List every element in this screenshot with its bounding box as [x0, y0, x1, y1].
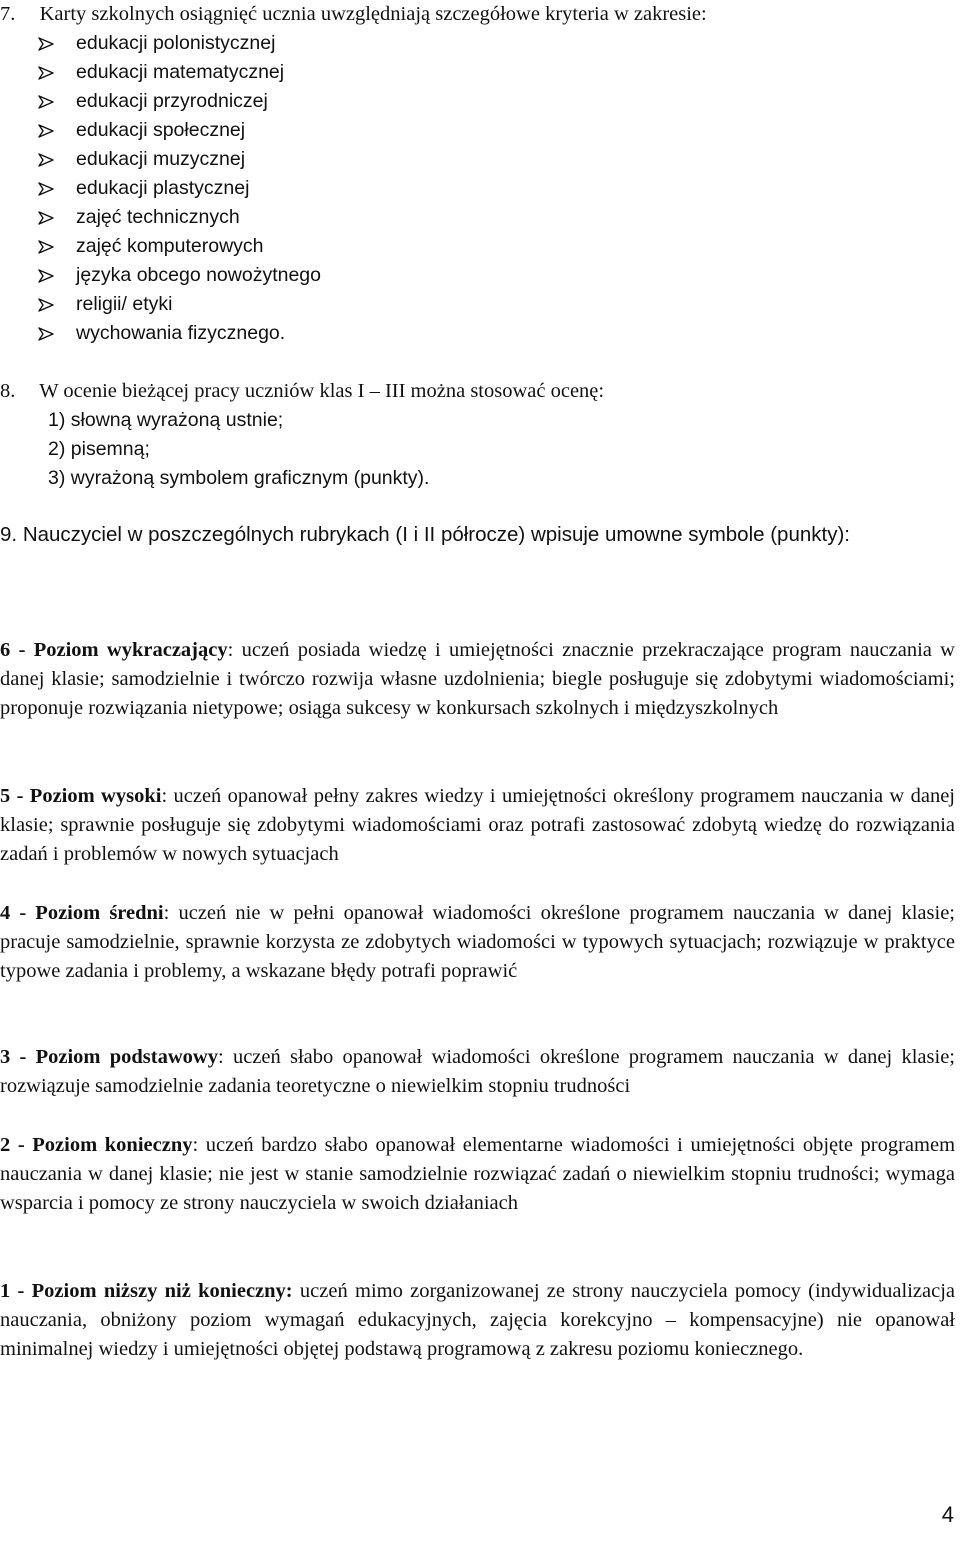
arrowhead-bullet-icon — [38, 240, 54, 254]
level-2-paragraph — [0, 1131, 955, 1218]
list-item — [48, 406, 429, 435]
level-3-paragraph — [0, 1043, 955, 1101]
list-item — [36, 29, 321, 58]
level-separator: : — [217, 1046, 233, 1068]
arrowhead-bullet-icon — [38, 327, 54, 341]
arrowhead-bullet-icon — [38, 37, 54, 51]
level-label: 1 - Poziom niższy niż konieczny: — [0, 1280, 293, 1302]
arrowhead-bullet-icon — [38, 153, 54, 167]
list-item — [36, 174, 321, 203]
list-item — [36, 58, 321, 87]
arrowhead-bullet-icon — [38, 211, 54, 225]
level-description: uczeń posiada wiedzę i umiejętności znacznie przekraczające program nauczania w danej klasie; samodzielnie i twórczo rozwija własne uzdolnienia; biegle posługuje się zdobytymi wiadomościami; proponuje rozwiązania nietypowe; osiąga sukcesy w konkursach szkolnych i międzyszkolnych — [0, 639, 955, 719]
list-item-number: 1) — [48, 409, 66, 431]
list-item — [48, 464, 429, 493]
level-separator: : — [161, 785, 174, 807]
item-9-number: 9. — [0, 523, 18, 546]
list-item-number: 2) — [48, 438, 66, 460]
level-description: uczeń opanował pełny zakres wiedzy i umiejętności określony programem nauczania w danej klasie; sprawnie posługuje się zdobytymi wiadomościami oraz potrafi zastosować zdobytą wiedzę do rozwiązania zadań i problemów w nowych sytuacjach — [0, 785, 955, 865]
level-description: uczeń słabo opanował wiadomości określone programem nauczania w danej klasie; rozwiązuje samodzielnie zadania teoretyczne o niewielkim stopniu trudności — [0, 1046, 955, 1097]
item-8-heading — [0, 377, 604, 406]
level-4-paragraph — [0, 899, 955, 986]
level-5-paragraph — [0, 782, 955, 869]
list-item — [36, 290, 321, 319]
level-label: 2 - Poziom konieczny — [0, 1134, 193, 1156]
list-item-text: edukacji matematycznej — [76, 61, 285, 83]
list-item-text: zajęć technicznych — [76, 206, 240, 228]
list-item — [36, 145, 321, 174]
list-item-text: edukacji polonistycznej — [76, 32, 276, 54]
level-label: 6 - Poziom wykraczający — [0, 639, 228, 661]
page-number: 4 — [941, 1502, 954, 1527]
list-item — [36, 87, 321, 116]
list-item — [36, 203, 321, 232]
item-7-number: 7. — [0, 3, 16, 25]
arrowhead-bullet-icon — [38, 95, 54, 109]
list-item-text: wyrażoną symbolem graficznym (punkty). — [70, 467, 430, 489]
level-separator: : — [227, 639, 242, 661]
item-7-text: Karty szkolnych osiągnięć ucznia uwzględniają szczegółowe kryteria w zakresie: — [39, 3, 707, 25]
level-description: uczeń mimo zorganizowanej ze strony nauczyciela pomocy (indywidualizacja nauczania, obniżony poziom wymagań edukacyjnych, zajęcia korekcyjno – kompensacyjne) nie opanował minimalnej wiedzy i umiejętności objętej podstawą programową z zakresu poziomu koniecznego. — [0, 1280, 956, 1360]
level-separator — [293, 1280, 300, 1302]
level-1-paragraph — [0, 1277, 955, 1364]
item-8-text: W ocenie bieżącej pracy uczniów klas I – III można stosować ocenę: — [39, 380, 605, 402]
item-7-heading — [0, 0, 707, 29]
list-item-text: edukacji plastycznej — [76, 177, 250, 199]
arrowhead-bullet-icon — [38, 269, 54, 283]
level-6-paragraph — [0, 636, 955, 723]
level-label: 4 - Poziom średni — [0, 902, 164, 924]
list-item-text: edukacji muzycznej — [76, 148, 246, 170]
list-item — [36, 261, 321, 290]
item-9-paragraph — [0, 520, 955, 549]
list-item-text: zajęć komputerowych — [76, 235, 264, 257]
level-separator: : — [163, 902, 179, 924]
item-8-number: 8. — [0, 380, 16, 402]
level-description: uczeń nie w pełni opanował wiadomości określone programem nauczania w danej klasie; pracuje samodzielnie, sprawnie korzysta ze zdobytych wiadomości w typowych sytuacjach; rozwiązuje w praktyce typowe zadania i problemy, a wskazane błędy potrafi poprawić — [0, 902, 956, 982]
education-areas-list — [36, 29, 321, 348]
list-item — [48, 435, 429, 464]
list-item-text: pisemną; — [70, 438, 150, 460]
arrowhead-bullet-icon — [38, 66, 54, 80]
level-description: uczeń bardzo słabo opanował elementarne wiadomości i umiejętności objęte programem nauczania w danej klasie; nie jest w stanie samodzielnie rozwiązać zadań o niewielkim stopniu trudności; wymaga wsparcia i pomocy ze strony nauczyciela w swoich działaniach — [0, 1134, 956, 1214]
list-item-text: wychowania fizycznego. — [76, 322, 286, 344]
list-item-text: religii/ etyki — [76, 293, 173, 315]
level-label: 3 - Poziom podstawowy — [0, 1046, 218, 1068]
list-item — [36, 319, 321, 348]
arrowhead-bullet-icon — [38, 298, 54, 312]
list-item — [36, 116, 321, 145]
arrowhead-bullet-icon — [38, 182, 54, 196]
list-item-text: języka obcego nowożytnego — [76, 264, 321, 286]
list-item-text: słowną wyrażoną ustnie; — [70, 409, 284, 431]
item-9-text: Nauczyciel w poszczególnych rubrykach (I i II półrocze) wpisuje umowne symbole (punkty): — [22, 523, 850, 546]
list-item — [36, 232, 321, 261]
list-item-number: 3) — [48, 467, 66, 489]
list-item-text: edukacji przyrodniczej — [76, 90, 268, 112]
level-label: 5 - Poziom wysoki — [0, 785, 162, 807]
assessment-types-list — [48, 406, 429, 493]
level-separator: : — [192, 1134, 206, 1156]
list-item-text: edukacji społecznej — [76, 119, 246, 141]
arrowhead-bullet-icon — [38, 124, 54, 138]
